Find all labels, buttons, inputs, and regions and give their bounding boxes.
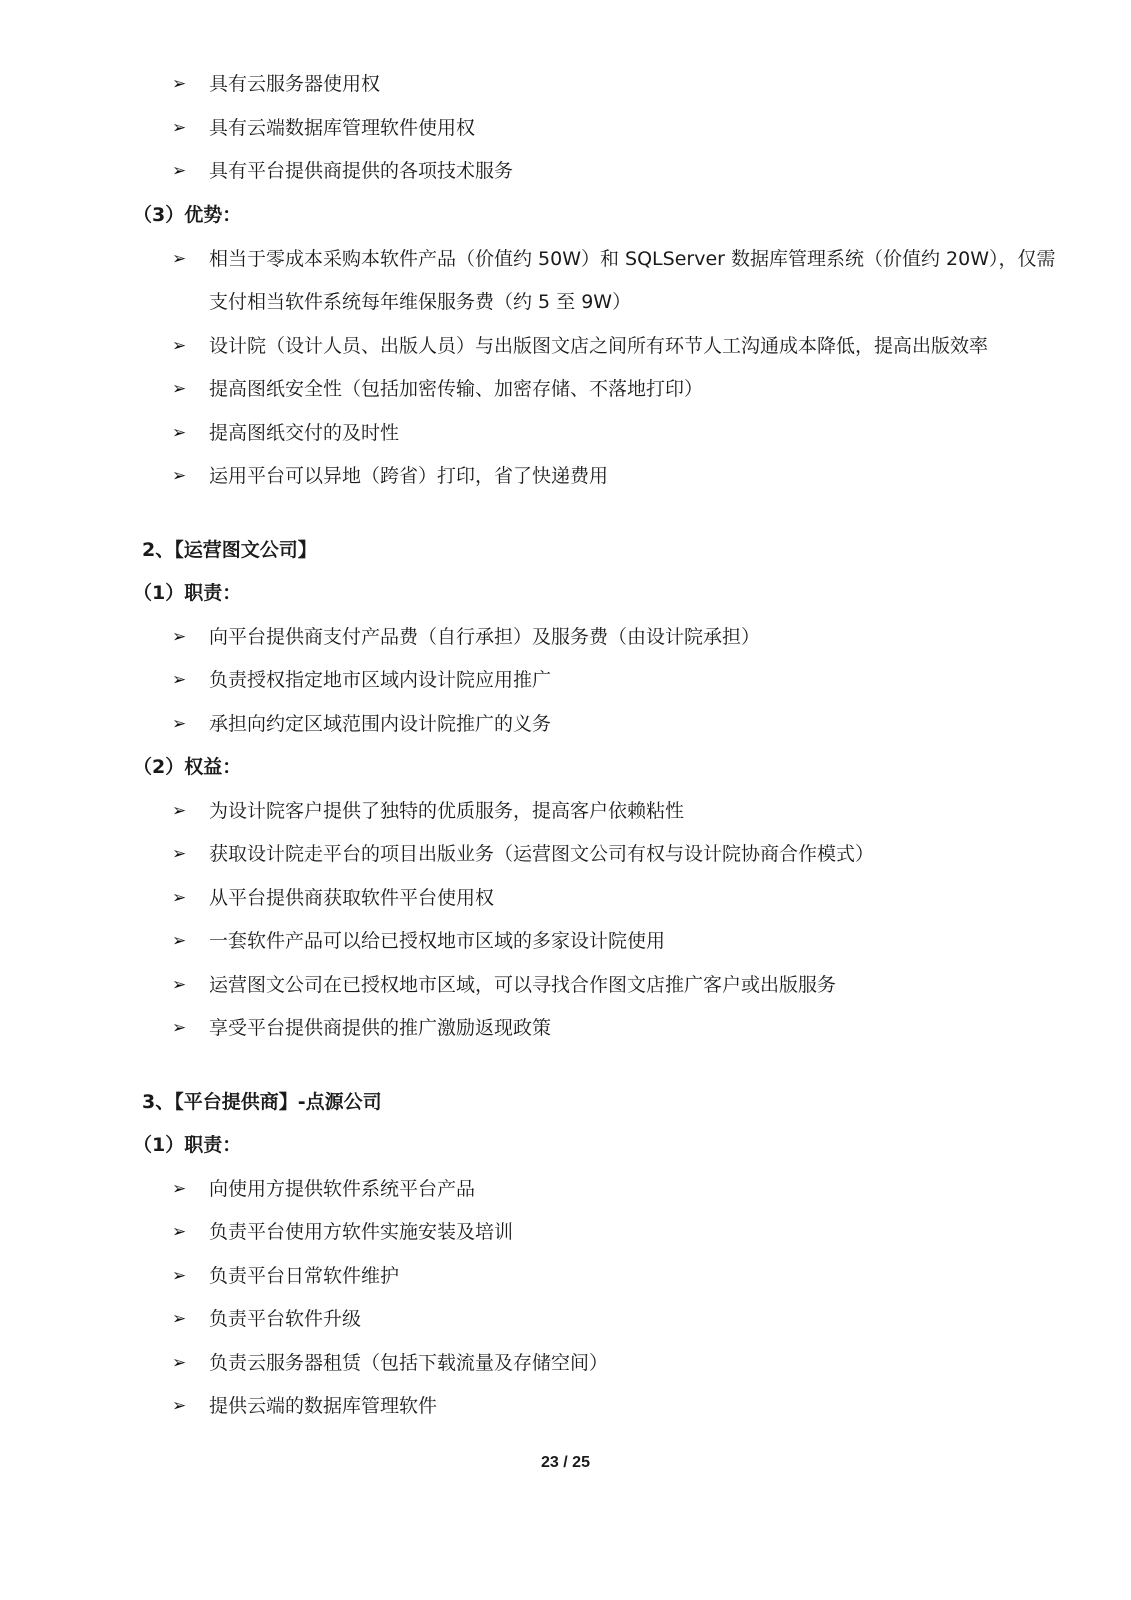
paragraph-text: 向使用方提供软件系统平台产品 bbox=[209, 1178, 476, 1200]
bullet-arrow-icon: ➢ bbox=[172, 1179, 187, 1199]
paragraph-text: 具有云服务器使用权 bbox=[209, 73, 381, 95]
paragraph-text: 提高图纸安全性（包括加密传输、加密存储、不落地打印） bbox=[209, 378, 704, 400]
paragraph-text: 支付相当软件系统每年维保服务费（约 5 至 9W） bbox=[209, 291, 632, 313]
bullet-arrow-icon: ➢ bbox=[172, 714, 187, 734]
paragraph-text: 享受平台提供商提供的推广激励返现政策 bbox=[209, 1017, 552, 1039]
bullet-arrow-icon: ➢ bbox=[172, 1396, 187, 1416]
paragraph-text: 具有云端数据库管理软件使用权 bbox=[209, 117, 476, 139]
paragraph-text: 负责云服务器租赁（包括下载流量及存储空间） bbox=[209, 1352, 609, 1374]
bullet-arrow-icon: ➢ bbox=[172, 670, 187, 690]
paragraph-text: 一套软件产品可以给已授权地市区域的多家设计院使用 bbox=[209, 930, 666, 952]
paragraph-text: 2、【运营图文公司】 bbox=[142, 539, 317, 561]
page-number: 23 / 25 bbox=[541, 1454, 590, 1471]
paragraph-text: （1）职责： bbox=[133, 582, 242, 604]
paragraph-text: 提供云端的数据库管理软件 bbox=[209, 1395, 438, 1417]
paragraph-text: 向平台提供商支付产品费（自行承担）及服务费（由设计院承担） bbox=[209, 626, 761, 648]
paragraph-text: 负责平台使用方软件实施安装及培训 bbox=[209, 1221, 514, 1243]
bullet-arrow-icon: ➢ bbox=[172, 336, 187, 356]
bullet-arrow-icon: ➢ bbox=[172, 844, 187, 864]
bullet-arrow-icon: ➢ bbox=[172, 161, 187, 181]
bullet-arrow-icon: ➢ bbox=[172, 627, 187, 647]
bullet-arrow-icon: ➢ bbox=[172, 74, 187, 94]
paragraph-text: 运用平台可以异地（跨省）打印，省了快递费用 bbox=[209, 465, 609, 487]
paragraph-text: 获取设计院走平台的项目出版业务（运营图文公司有权与设计院协商合作模式） bbox=[209, 843, 875, 865]
paragraph-text: 运营图文公司在已授权地市区域，可以寻找合作图文店推广客户或出版服务 bbox=[209, 974, 837, 996]
bullet-arrow-icon: ➢ bbox=[172, 249, 187, 269]
bullet-arrow-icon: ➢ bbox=[172, 931, 187, 951]
bullet-arrow-icon: ➢ bbox=[172, 379, 187, 399]
paragraph-text: 提高图纸交付的及时性 bbox=[209, 422, 400, 444]
paragraph-text: 相当于零成本采购本软件产品（价值约 50W）和 SQLServer 数据库管理系统（价值约 20W），仅需 bbox=[209, 248, 1056, 270]
paragraph-text: （2）权益： bbox=[133, 756, 242, 778]
bullet-arrow-icon: ➢ bbox=[172, 466, 187, 486]
bullet-arrow-icon: ➢ bbox=[172, 1353, 187, 1373]
paragraph-text: 具有平台提供商提供的各项技术服务 bbox=[209, 160, 514, 182]
paragraph-text: 从平台提供商获取软件平台使用权 bbox=[209, 887, 495, 909]
paragraph-text: （3）优势： bbox=[133, 204, 242, 226]
bullet-arrow-icon: ➢ bbox=[172, 1309, 187, 1329]
bullet-arrow-icon: ➢ bbox=[172, 975, 187, 995]
bullet-arrow-icon: ➢ bbox=[172, 1222, 187, 1242]
bullet-arrow-icon: ➢ bbox=[172, 888, 187, 908]
bullet-arrow-icon: ➢ bbox=[172, 423, 187, 443]
paragraph-text: （1）职责： bbox=[133, 1134, 242, 1156]
paragraph-text: 设计院（设计人员、出版人员）与出版图文店之间所有环节人工沟通成本降低，提高出版效率 bbox=[209, 335, 989, 357]
paragraph-text: 承担向约定区域范围内设计院推广的义务 bbox=[209, 713, 552, 735]
bullet-arrow-icon: ➢ bbox=[172, 1018, 187, 1038]
paragraph-text: 为设计院客户提供了独特的优质服务，提高客户依赖粘性 bbox=[209, 800, 685, 822]
bullet-arrow-icon: ➢ bbox=[172, 1266, 187, 1286]
paragraph-text: 负责平台软件升级 bbox=[209, 1308, 362, 1330]
paragraph-text: 负责授权指定地市区域内设计院应用推广 bbox=[209, 669, 552, 691]
paragraph-text: 3、【平台提供商】-点源公司 bbox=[142, 1091, 382, 1113]
bullet-arrow-icon: ➢ bbox=[172, 118, 187, 138]
paragraph-text: 负责平台日常软件维护 bbox=[209, 1265, 400, 1287]
bullet-arrow-icon: ➢ bbox=[172, 801, 187, 821]
